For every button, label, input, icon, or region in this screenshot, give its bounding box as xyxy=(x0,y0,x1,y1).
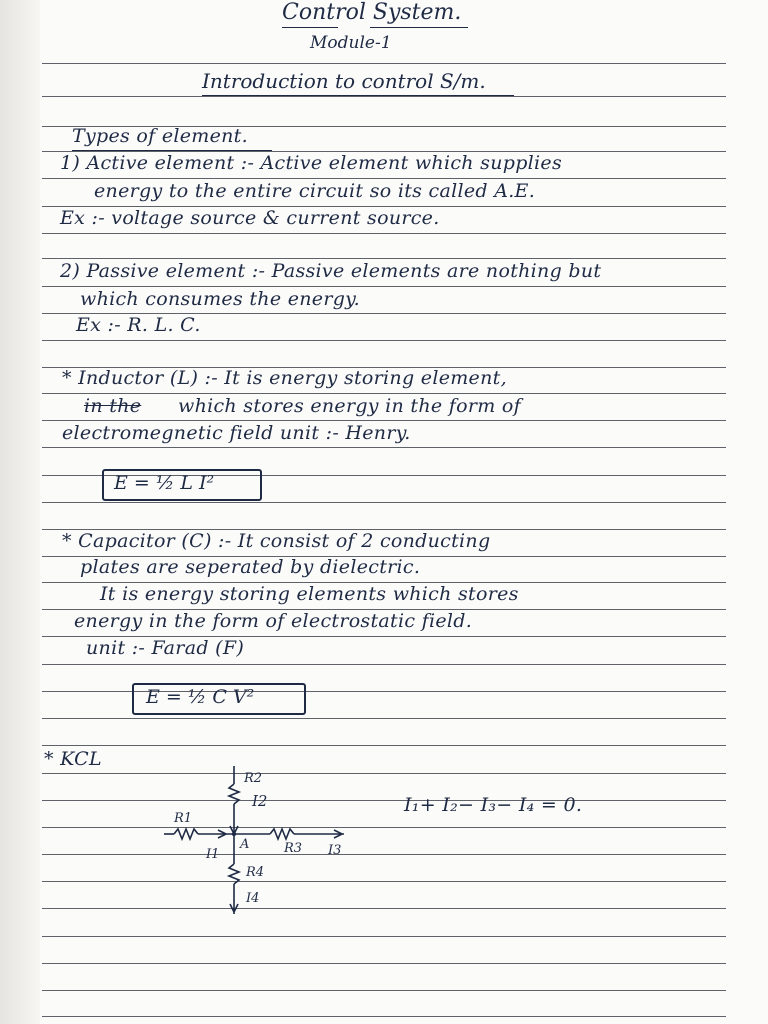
kcl-heading: * KCL xyxy=(44,748,102,770)
passive-element-line-1: 2) Passive element :- Passive elements are nothing but xyxy=(60,260,602,282)
label-r3: R3 xyxy=(284,841,303,856)
ruled-line xyxy=(42,990,726,991)
ruled-line xyxy=(42,881,726,882)
ruled-line xyxy=(42,258,726,259)
topic-underline xyxy=(202,95,514,96)
capacitor-line-4: energy in the form of electrostatic field. xyxy=(74,610,473,632)
page-margin-shadow xyxy=(0,0,40,1024)
module-label: Module-1 xyxy=(310,33,392,53)
inductor-energy-formula: E = ½ L I² xyxy=(114,472,215,494)
inductor-line-1: * Inductor (L) :- It is energy storing element, xyxy=(62,367,507,389)
ruled-line xyxy=(42,286,726,287)
title-underline xyxy=(370,27,468,28)
ruled-line xyxy=(42,447,726,448)
resistor-r4-zigzag xyxy=(229,864,239,884)
inductor-line-2: which stores energy in the form of xyxy=(178,395,521,417)
active-element-line-1: 1) Active element :- Active element which supplies xyxy=(60,152,563,174)
active-element-example: Ex :- voltage source & current source. xyxy=(60,207,440,229)
ruled-line xyxy=(42,178,726,179)
ruled-line xyxy=(42,827,726,828)
ruled-line xyxy=(42,502,726,503)
resistor-r1-zigzag xyxy=(174,829,198,839)
active-element-line-2: energy to the entire circuit so its called A.E. xyxy=(94,180,536,202)
label-i1: I1 xyxy=(206,847,220,862)
kcl-equation: I₁+ I₂− I₃− I₄ = 0. xyxy=(404,794,583,816)
node-a-dot xyxy=(232,832,236,836)
label-r1: R1 xyxy=(174,811,193,826)
label-r2: R2 xyxy=(244,771,263,786)
ruled-line xyxy=(42,908,726,909)
page-title: Control System. xyxy=(282,0,462,25)
inductor-line-3: electromegnetic field unit :- Henry. xyxy=(62,422,411,444)
ruled-line xyxy=(42,233,726,234)
capacitor-line-1: * Capacitor (C) :- It consist of 2 conducting xyxy=(62,530,491,552)
ruled-line xyxy=(42,340,726,341)
label-a: A xyxy=(240,837,250,852)
resistor-r3-zigzag xyxy=(270,829,294,839)
ruled-line xyxy=(42,773,726,774)
capacitor-line-2: plates are seperated by dielectric. xyxy=(80,556,421,578)
ruled-line xyxy=(42,800,726,801)
ruled-line xyxy=(42,96,726,97)
ruled-line xyxy=(42,854,726,855)
capacitor-line-5: unit :- Farad (F) xyxy=(86,637,245,659)
ruled-line xyxy=(42,393,726,394)
passive-element-example: Ex :- R. L. C. xyxy=(76,314,201,336)
types-heading-underline xyxy=(72,150,272,151)
resistor-r2-zigzag xyxy=(229,784,239,804)
kcl-node-diagram xyxy=(160,762,360,922)
label-i3: I3 xyxy=(328,843,342,858)
inductor-struck-text: in the xyxy=(84,395,142,417)
topic-heading: Introduction to control S/m. xyxy=(202,69,486,93)
ruled-line xyxy=(42,664,726,665)
label-r4: R4 xyxy=(246,865,265,880)
title-underline xyxy=(282,27,338,28)
label-i4: I4 xyxy=(246,891,260,906)
ruled-line xyxy=(42,745,726,746)
capacitor-line-3: It is energy storing elements which stores xyxy=(100,583,519,605)
ruled-line xyxy=(42,1016,726,1017)
types-heading: Types of element. xyxy=(72,125,248,147)
passive-element-line-2: which consumes the energy. xyxy=(80,288,361,310)
ruled-line xyxy=(42,718,726,719)
label-i2: I2 xyxy=(252,792,268,810)
ruled-line xyxy=(42,936,726,937)
capacitor-energy-formula: E = ½ C V² xyxy=(146,686,255,708)
ruled-line xyxy=(42,63,726,64)
ruled-line xyxy=(42,420,726,421)
ruled-line xyxy=(42,963,726,964)
